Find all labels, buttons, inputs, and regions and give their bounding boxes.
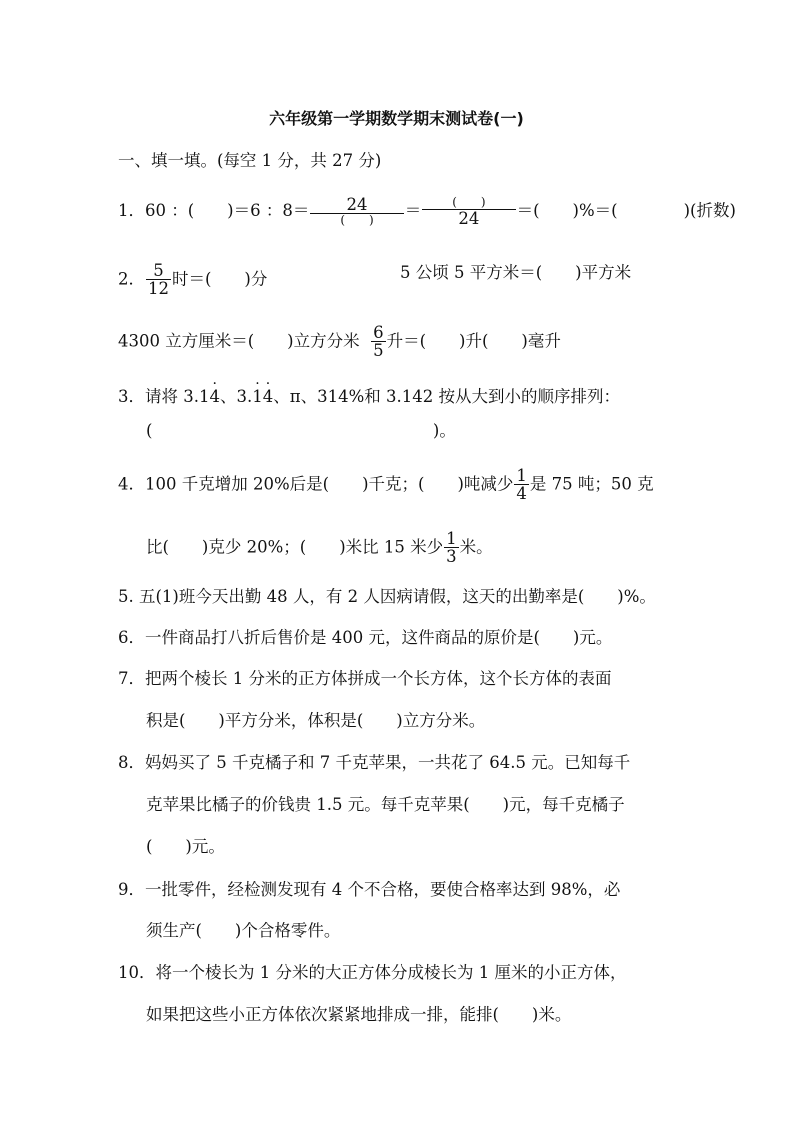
question-2-part-1 — [118, 262, 267, 298]
question-8-line-1: 8．妈妈买了 5 千克橘子和 7 千克苹果，一共花了 64.5 元。已知每千 — [118, 753, 631, 772]
q1-fraction-1-num: 24 — [310, 196, 403, 214]
q2-fraction-2-num: 6 — [373, 323, 384, 342]
question-10-line-2: 如果把这些小正方体依次紧紧地排成一排，能排( )米。 — [146, 1005, 572, 1024]
q4-fraction-2-num: 1 — [446, 529, 457, 548]
section-heading: 一、填一填。(每空 1 分，共 27 分) — [118, 151, 382, 170]
q2-fraction-2 — [371, 324, 386, 360]
q1-fraction-1 — [310, 196, 403, 227]
question-8-line-3: ( )元。 — [146, 837, 225, 856]
q3-text-b: 、3. — [219, 387, 253, 406]
q4-fraction-2-den: 3 — [446, 547, 457, 567]
q4-fraction-1-den: 4 — [516, 484, 527, 504]
q1-text-a: 1．60 ：( )＝6 ：8＝ — [118, 200, 310, 220]
question-3-line-1 — [118, 386, 620, 408]
question-7-line-1: 7．把两个棱长 1 分米的正方体拼成一个长方体，这个长方体的表面 — [118, 669, 612, 688]
q4-fraction-1-num: 1 — [516, 466, 527, 485]
question-4-line-2 — [146, 530, 493, 566]
q1-fraction-2-den: 24 — [458, 208, 480, 228]
q4-text-d: 米。 — [459, 537, 493, 557]
question-6: 6．一件商品打八折后售价是 400 元，这件商品的原价是( )元。 — [118, 628, 613, 647]
question-7-line-2: 积是( )平方分米，体积是( )立方分米。 — [146, 711, 486, 730]
q2-text-a: 时＝( )分 — [172, 269, 268, 289]
question-9-line-1: 9．一批零件，经检测发现有 4 个不合格，要使合格率达到 98%，必 — [118, 880, 621, 899]
q4-text-b: 是 75 吨；50 克 — [529, 474, 654, 494]
q1-text-b: ＝( )%＝( )(折数) — [516, 200, 736, 220]
q1-fraction-1-den: ( ) — [340, 213, 374, 228]
q2-prefix: 2． — [118, 269, 145, 289]
q3-repeating-digit-3: · 4 — [263, 386, 274, 408]
q3-repeating-digit-1: · 4 — [209, 386, 220, 408]
question-10-line-1: 10．将一个棱长为 1 分米的大正方体分成棱长为 1 厘米的小正方体， — [118, 963, 627, 982]
q2-fraction-2-den: 5 — [373, 341, 384, 361]
question-9-line-2: 须生产( )个合格零件。 — [146, 921, 341, 940]
page-title: 六年级第一学期数学期末测试卷(一) — [269, 109, 524, 128]
q1-equals: ＝ — [404, 200, 422, 220]
q3-text-a: 3．请将 3.1 — [118, 387, 210, 406]
q4-text-c: 比( )克少 20%；( )米比 15 米少 — [146, 537, 444, 557]
q1-fraction-2-num: ( ) — [422, 196, 515, 210]
q1-fraction-2 — [422, 196, 515, 227]
question-3-line-2: ( )。 — [146, 421, 456, 440]
q2-fraction-1-den: 12 — [148, 279, 169, 299]
q3-repeating-digit-2: · 1 — [252, 386, 263, 408]
q2-fraction-1-num: 5 — [146, 262, 171, 280]
question-5: 5. 五(1)班今天出勤 48 人，有 2 人因病请假，这天的出勤率是( )%。 — [118, 587, 656, 606]
q2-fraction-1 — [146, 262, 171, 298]
question-8-line-2: 克苹果比橘子的价钱贵 1.5 元。每千克苹果( )元，每千克橘子 — [146, 795, 625, 814]
question-1 — [118, 196, 736, 227]
question-2-part-2: 5 公顷 5 平方米＝( )平方米 — [400, 263, 632, 282]
q4-fraction-1 — [514, 467, 529, 503]
q3-text-e: 、π、314%和 3.142 按从大到小的顺序排列： — [273, 387, 620, 406]
q4-fraction-2 — [444, 530, 459, 566]
question-2-part-3 — [118, 324, 561, 360]
question-4-line-1 — [118, 467, 654, 503]
q4-text-a: 4．100 千克增加 20%后是( )千克；( )吨减少 — [118, 474, 514, 494]
q2-text-c: 4300 立方厘米＝( )立方分米 — [118, 331, 360, 351]
q2-text-d: 升＝( )升( )毫升 — [386, 331, 561, 351]
